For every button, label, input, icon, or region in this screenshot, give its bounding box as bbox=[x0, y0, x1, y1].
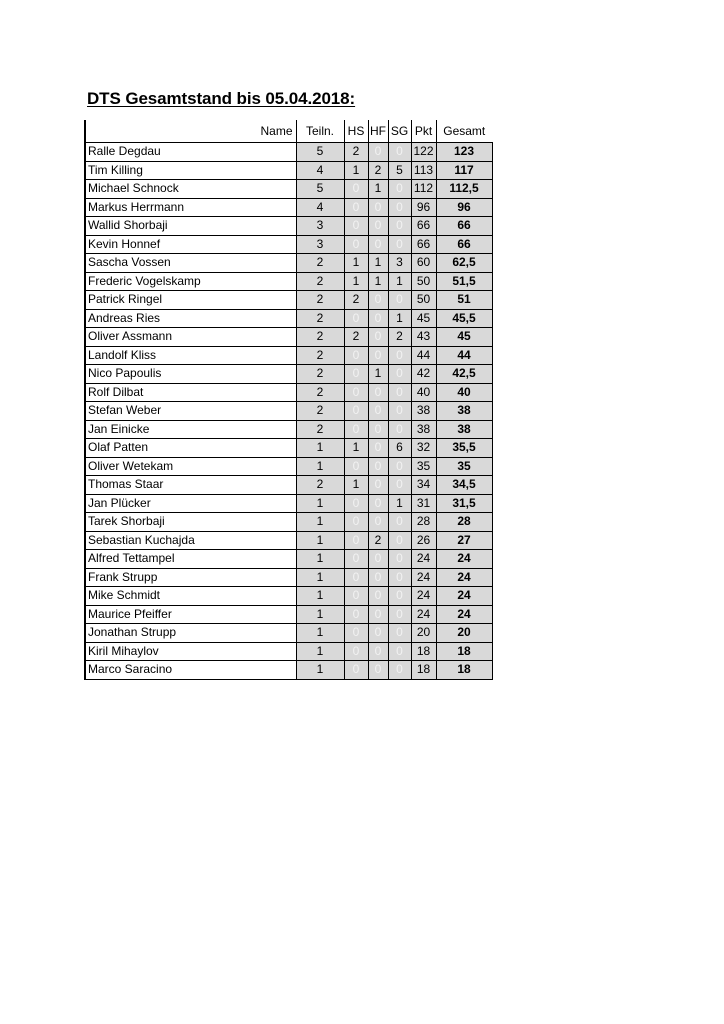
table-row bbox=[85, 605, 492, 624]
cell-hf: 0 bbox=[368, 328, 388, 347]
cell-pkt: 28 bbox=[411, 513, 436, 532]
cell-teiln: 1 bbox=[296, 550, 344, 569]
table-row bbox=[85, 476, 492, 495]
cell-hs: 0 bbox=[344, 550, 368, 569]
cell-pkt: 18 bbox=[411, 661, 436, 680]
cell-name: Thomas Staar bbox=[85, 476, 296, 495]
cell-name: Stefan Weber bbox=[85, 402, 296, 421]
cell-hs: 1 bbox=[344, 272, 368, 291]
cell-pkt: 34 bbox=[411, 476, 436, 495]
cell-sg: 0 bbox=[388, 476, 411, 495]
table-row bbox=[85, 235, 492, 254]
table-row bbox=[85, 198, 492, 217]
cell-gesamt: 35,5 bbox=[436, 439, 492, 458]
table-row bbox=[85, 143, 492, 162]
table-row bbox=[85, 180, 492, 199]
cell-sg: 0 bbox=[388, 531, 411, 550]
column-header-hf: HF bbox=[368, 120, 388, 143]
cell-pkt: 31 bbox=[411, 494, 436, 513]
cell-hf: 0 bbox=[368, 624, 388, 643]
cell-name: Jonathan Strupp bbox=[85, 624, 296, 643]
cell-name: Oliver Wetekam bbox=[85, 457, 296, 476]
cell-name: Wallid Shorbaji bbox=[85, 217, 296, 236]
cell-teiln: 3 bbox=[296, 235, 344, 254]
cell-hs: 0 bbox=[344, 642, 368, 661]
column-header-pkt: Pkt bbox=[411, 120, 436, 143]
cell-teiln: 2 bbox=[296, 272, 344, 291]
cell-hf: 1 bbox=[368, 254, 388, 273]
cell-sg: 2 bbox=[388, 328, 411, 347]
cell-sg: 1 bbox=[388, 494, 411, 513]
cell-pkt: 66 bbox=[411, 235, 436, 254]
cell-name: Ralle Degdau bbox=[85, 143, 296, 162]
cell-hs: 2 bbox=[344, 143, 368, 162]
cell-name: Mike Schmidt bbox=[85, 587, 296, 606]
cell-name: Sascha Vossen bbox=[85, 254, 296, 273]
cell-hf: 0 bbox=[368, 494, 388, 513]
table-row bbox=[85, 550, 492, 569]
cell-hf: 0 bbox=[368, 642, 388, 661]
cell-hs: 0 bbox=[344, 420, 368, 439]
cell-teiln: 2 bbox=[296, 346, 344, 365]
cell-gesamt: 44 bbox=[436, 346, 492, 365]
table-row bbox=[85, 568, 492, 587]
cell-teiln: 5 bbox=[296, 143, 344, 162]
cell-pkt: 60 bbox=[411, 254, 436, 273]
cell-hs: 0 bbox=[344, 383, 368, 402]
cell-hf: 0 bbox=[368, 309, 388, 328]
cell-gesamt: 123 bbox=[436, 143, 492, 162]
cell-gesamt: 31,5 bbox=[436, 494, 492, 513]
cell-name: Michael Schnock bbox=[85, 180, 296, 199]
cell-name: Rolf Dilbat bbox=[85, 383, 296, 402]
cell-gesamt: 38 bbox=[436, 420, 492, 439]
cell-pkt: 50 bbox=[411, 291, 436, 310]
table-row bbox=[85, 457, 492, 476]
cell-name: Olaf Patten bbox=[85, 439, 296, 458]
cell-pkt: 45 bbox=[411, 309, 436, 328]
cell-sg: 5 bbox=[388, 161, 411, 180]
cell-sg: 0 bbox=[388, 661, 411, 680]
cell-gesamt: 20 bbox=[436, 624, 492, 643]
cell-hs: 0 bbox=[344, 587, 368, 606]
cell-sg: 0 bbox=[388, 346, 411, 365]
cell-name: Oliver Assmann bbox=[85, 328, 296, 347]
table-row bbox=[85, 624, 492, 643]
cell-gesamt: 96 bbox=[436, 198, 492, 217]
table-row bbox=[85, 661, 492, 680]
cell-hs: 1 bbox=[344, 161, 368, 180]
cell-gesamt: 24 bbox=[436, 587, 492, 606]
cell-teiln: 2 bbox=[296, 383, 344, 402]
cell-teiln: 1 bbox=[296, 605, 344, 624]
cell-pkt: 96 bbox=[411, 198, 436, 217]
cell-hf: 0 bbox=[368, 476, 388, 495]
table-row bbox=[85, 420, 492, 439]
cell-hf: 0 bbox=[368, 383, 388, 402]
cell-hs: 2 bbox=[344, 291, 368, 310]
cell-hs: 1 bbox=[344, 439, 368, 458]
cell-name: Frank Strupp bbox=[85, 568, 296, 587]
column-header-name: Name bbox=[85, 120, 296, 143]
cell-sg: 1 bbox=[388, 309, 411, 328]
cell-pkt: 112 bbox=[411, 180, 436, 199]
table-row bbox=[85, 402, 492, 421]
cell-sg: 1 bbox=[388, 272, 411, 291]
cell-name: Nico Papoulis bbox=[85, 365, 296, 384]
table-row bbox=[85, 254, 492, 273]
cell-hf: 0 bbox=[368, 568, 388, 587]
table-row bbox=[85, 587, 492, 606]
cell-gesamt: 42,5 bbox=[436, 365, 492, 384]
cell-hf: 0 bbox=[368, 235, 388, 254]
cell-teiln: 1 bbox=[296, 531, 344, 550]
column-header-sg: SG bbox=[388, 120, 411, 143]
table-row bbox=[85, 291, 492, 310]
cell-teiln: 1 bbox=[296, 513, 344, 532]
cell-sg: 0 bbox=[388, 383, 411, 402]
cell-pkt: 24 bbox=[411, 587, 436, 606]
cell-gesamt: 45,5 bbox=[436, 309, 492, 328]
cell-teiln: 1 bbox=[296, 568, 344, 587]
cell-hf: 0 bbox=[368, 457, 388, 476]
cell-sg: 0 bbox=[388, 550, 411, 569]
cell-teiln: 2 bbox=[296, 402, 344, 421]
cell-gesamt: 34,5 bbox=[436, 476, 492, 495]
cell-gesamt: 40 bbox=[436, 383, 492, 402]
cell-gesamt: 66 bbox=[436, 217, 492, 236]
cell-hf: 2 bbox=[368, 161, 388, 180]
cell-gesamt: 66 bbox=[436, 235, 492, 254]
table-body bbox=[85, 143, 492, 680]
cell-hs: 0 bbox=[344, 624, 368, 643]
cell-hs: 0 bbox=[344, 402, 368, 421]
cell-pkt: 24 bbox=[411, 550, 436, 569]
cell-teiln: 1 bbox=[296, 642, 344, 661]
cell-pkt: 24 bbox=[411, 605, 436, 624]
column-header-gesamt: Gesamt bbox=[436, 120, 492, 143]
cell-hs: 0 bbox=[344, 661, 368, 680]
cell-name: Landolf Kliss bbox=[85, 346, 296, 365]
cell-teiln: 2 bbox=[296, 254, 344, 273]
cell-hf: 0 bbox=[368, 402, 388, 421]
column-header-hs: HS bbox=[344, 120, 368, 143]
cell-teiln: 2 bbox=[296, 476, 344, 495]
cell-sg: 0 bbox=[388, 143, 411, 162]
cell-pkt: 50 bbox=[411, 272, 436, 291]
cell-gesamt: 24 bbox=[436, 605, 492, 624]
cell-hs: 0 bbox=[344, 346, 368, 365]
table-header-row bbox=[85, 120, 492, 143]
cell-name: Kevin Honnef bbox=[85, 235, 296, 254]
cell-gesamt: 18 bbox=[436, 642, 492, 661]
cell-sg: 0 bbox=[388, 605, 411, 624]
cell-hs: 0 bbox=[344, 513, 368, 532]
cell-name: Andreas Ries bbox=[85, 309, 296, 328]
cell-hs: 1 bbox=[344, 254, 368, 273]
cell-gesamt: 27 bbox=[436, 531, 492, 550]
cell-pkt: 122 bbox=[411, 143, 436, 162]
cell-gesamt: 24 bbox=[436, 550, 492, 569]
cell-teiln: 1 bbox=[296, 494, 344, 513]
cell-name: Sebastian Kuchajda bbox=[85, 531, 296, 550]
cell-hf: 0 bbox=[368, 605, 388, 624]
cell-pkt: 40 bbox=[411, 383, 436, 402]
cell-gesamt: 45 bbox=[436, 328, 492, 347]
cell-hf: 1 bbox=[368, 272, 388, 291]
cell-pkt: 18 bbox=[411, 642, 436, 661]
cell-hs: 0 bbox=[344, 309, 368, 328]
page-title: DTS Gesamtstand bis 05.04.2018: bbox=[87, 89, 356, 108]
cell-pkt: 20 bbox=[411, 624, 436, 643]
table-row bbox=[85, 161, 492, 180]
cell-hf: 0 bbox=[368, 198, 388, 217]
cell-sg: 0 bbox=[388, 235, 411, 254]
cell-gesamt: 18 bbox=[436, 661, 492, 680]
cell-sg: 0 bbox=[388, 420, 411, 439]
cell-sg: 3 bbox=[388, 254, 411, 273]
cell-teiln: 4 bbox=[296, 198, 344, 217]
cell-teiln: 5 bbox=[296, 180, 344, 199]
cell-name: Jan Plücker bbox=[85, 494, 296, 513]
cell-teiln: 2 bbox=[296, 365, 344, 384]
cell-hf: 0 bbox=[368, 661, 388, 680]
cell-pkt: 26 bbox=[411, 531, 436, 550]
cell-teiln: 1 bbox=[296, 624, 344, 643]
cell-teiln: 3 bbox=[296, 217, 344, 236]
cell-teiln: 1 bbox=[296, 661, 344, 680]
cell-hf: 0 bbox=[368, 291, 388, 310]
cell-hf: 0 bbox=[368, 217, 388, 236]
cell-sg: 0 bbox=[388, 513, 411, 532]
cell-hs: 0 bbox=[344, 531, 368, 550]
cell-hs: 1 bbox=[344, 476, 368, 495]
cell-hf: 0 bbox=[368, 420, 388, 439]
cell-hs: 0 bbox=[344, 494, 368, 513]
cell-name: Marco Saracino bbox=[85, 661, 296, 680]
cell-sg: 0 bbox=[388, 402, 411, 421]
cell-teiln: 1 bbox=[296, 457, 344, 476]
cell-pkt: 35 bbox=[411, 457, 436, 476]
cell-hs: 0 bbox=[344, 217, 368, 236]
cell-teiln: 4 bbox=[296, 161, 344, 180]
cell-name: Patrick Ringel bbox=[85, 291, 296, 310]
cell-gesamt: 38 bbox=[436, 402, 492, 421]
cell-gesamt: 24 bbox=[436, 568, 492, 587]
cell-hf: 0 bbox=[368, 587, 388, 606]
cell-gesamt: 35 bbox=[436, 457, 492, 476]
cell-hs: 0 bbox=[344, 365, 368, 384]
cell-name: Maurice Pfeiffer bbox=[85, 605, 296, 624]
cell-hs: 0 bbox=[344, 605, 368, 624]
cell-teiln: 2 bbox=[296, 309, 344, 328]
cell-hf: 2 bbox=[368, 531, 388, 550]
cell-teiln: 2 bbox=[296, 420, 344, 439]
cell-teiln: 1 bbox=[296, 439, 344, 458]
cell-teiln: 1 bbox=[296, 587, 344, 606]
cell-pkt: 38 bbox=[411, 402, 436, 421]
cell-pkt: 44 bbox=[411, 346, 436, 365]
cell-hs: 0 bbox=[344, 568, 368, 587]
table-row bbox=[85, 642, 492, 661]
cell-sg: 6 bbox=[388, 439, 411, 458]
table-row bbox=[85, 513, 492, 532]
table-row bbox=[85, 365, 492, 384]
cell-sg: 0 bbox=[388, 587, 411, 606]
cell-sg: 0 bbox=[388, 291, 411, 310]
table-row bbox=[85, 494, 492, 513]
cell-teiln: 2 bbox=[296, 291, 344, 310]
cell-name: Tarek Shorbaji bbox=[85, 513, 296, 532]
cell-sg: 0 bbox=[388, 457, 411, 476]
cell-pkt: 38 bbox=[411, 420, 436, 439]
table-row bbox=[85, 328, 492, 347]
cell-gesamt: 51 bbox=[436, 291, 492, 310]
cell-name: Tim Killing bbox=[85, 161, 296, 180]
cell-teiln: 2 bbox=[296, 328, 344, 347]
cell-sg: 0 bbox=[388, 365, 411, 384]
cell-sg: 0 bbox=[388, 624, 411, 643]
cell-sg: 0 bbox=[388, 568, 411, 587]
cell-name: Jan Einicke bbox=[85, 420, 296, 439]
cell-hs: 0 bbox=[344, 457, 368, 476]
cell-sg: 0 bbox=[388, 180, 411, 199]
cell-hs: 0 bbox=[344, 198, 368, 217]
cell-gesamt: 51,5 bbox=[436, 272, 492, 291]
table-row bbox=[85, 439, 492, 458]
cell-name: Markus Herrmann bbox=[85, 198, 296, 217]
cell-hs: 0 bbox=[344, 235, 368, 254]
cell-name: Kiril Mihaylov bbox=[85, 642, 296, 661]
cell-gesamt: 117 bbox=[436, 161, 492, 180]
cell-name: Frederic Vogelskamp bbox=[85, 272, 296, 291]
cell-hf: 1 bbox=[368, 180, 388, 199]
cell-pkt: 24 bbox=[411, 568, 436, 587]
column-header-teiln: Teiln. bbox=[296, 120, 344, 143]
cell-hf: 0 bbox=[368, 346, 388, 365]
cell-hf: 0 bbox=[368, 143, 388, 162]
cell-gesamt: 112,5 bbox=[436, 180, 492, 199]
cell-pkt: 32 bbox=[411, 439, 436, 458]
table-row bbox=[85, 346, 492, 365]
cell-name: Alfred Tettampel bbox=[85, 550, 296, 569]
cell-hf: 0 bbox=[368, 550, 388, 569]
table-row bbox=[85, 217, 492, 236]
cell-hf: 1 bbox=[368, 365, 388, 384]
cell-hf: 0 bbox=[368, 513, 388, 532]
cell-sg: 0 bbox=[388, 198, 411, 217]
table-row bbox=[85, 309, 492, 328]
table-row bbox=[85, 272, 492, 291]
table-row bbox=[85, 531, 492, 550]
cell-gesamt: 28 bbox=[436, 513, 492, 532]
cell-hf: 0 bbox=[368, 439, 388, 458]
cell-sg: 0 bbox=[388, 642, 411, 661]
cell-pkt: 66 bbox=[411, 217, 436, 236]
cell-pkt: 43 bbox=[411, 328, 436, 347]
cell-pkt: 113 bbox=[411, 161, 436, 180]
standings-table bbox=[84, 120, 493, 680]
table-row bbox=[85, 383, 492, 402]
cell-hs: 2 bbox=[344, 328, 368, 347]
cell-gesamt: 62,5 bbox=[436, 254, 492, 273]
cell-sg: 0 bbox=[388, 217, 411, 236]
cell-hs: 0 bbox=[344, 180, 368, 199]
cell-pkt: 42 bbox=[411, 365, 436, 384]
